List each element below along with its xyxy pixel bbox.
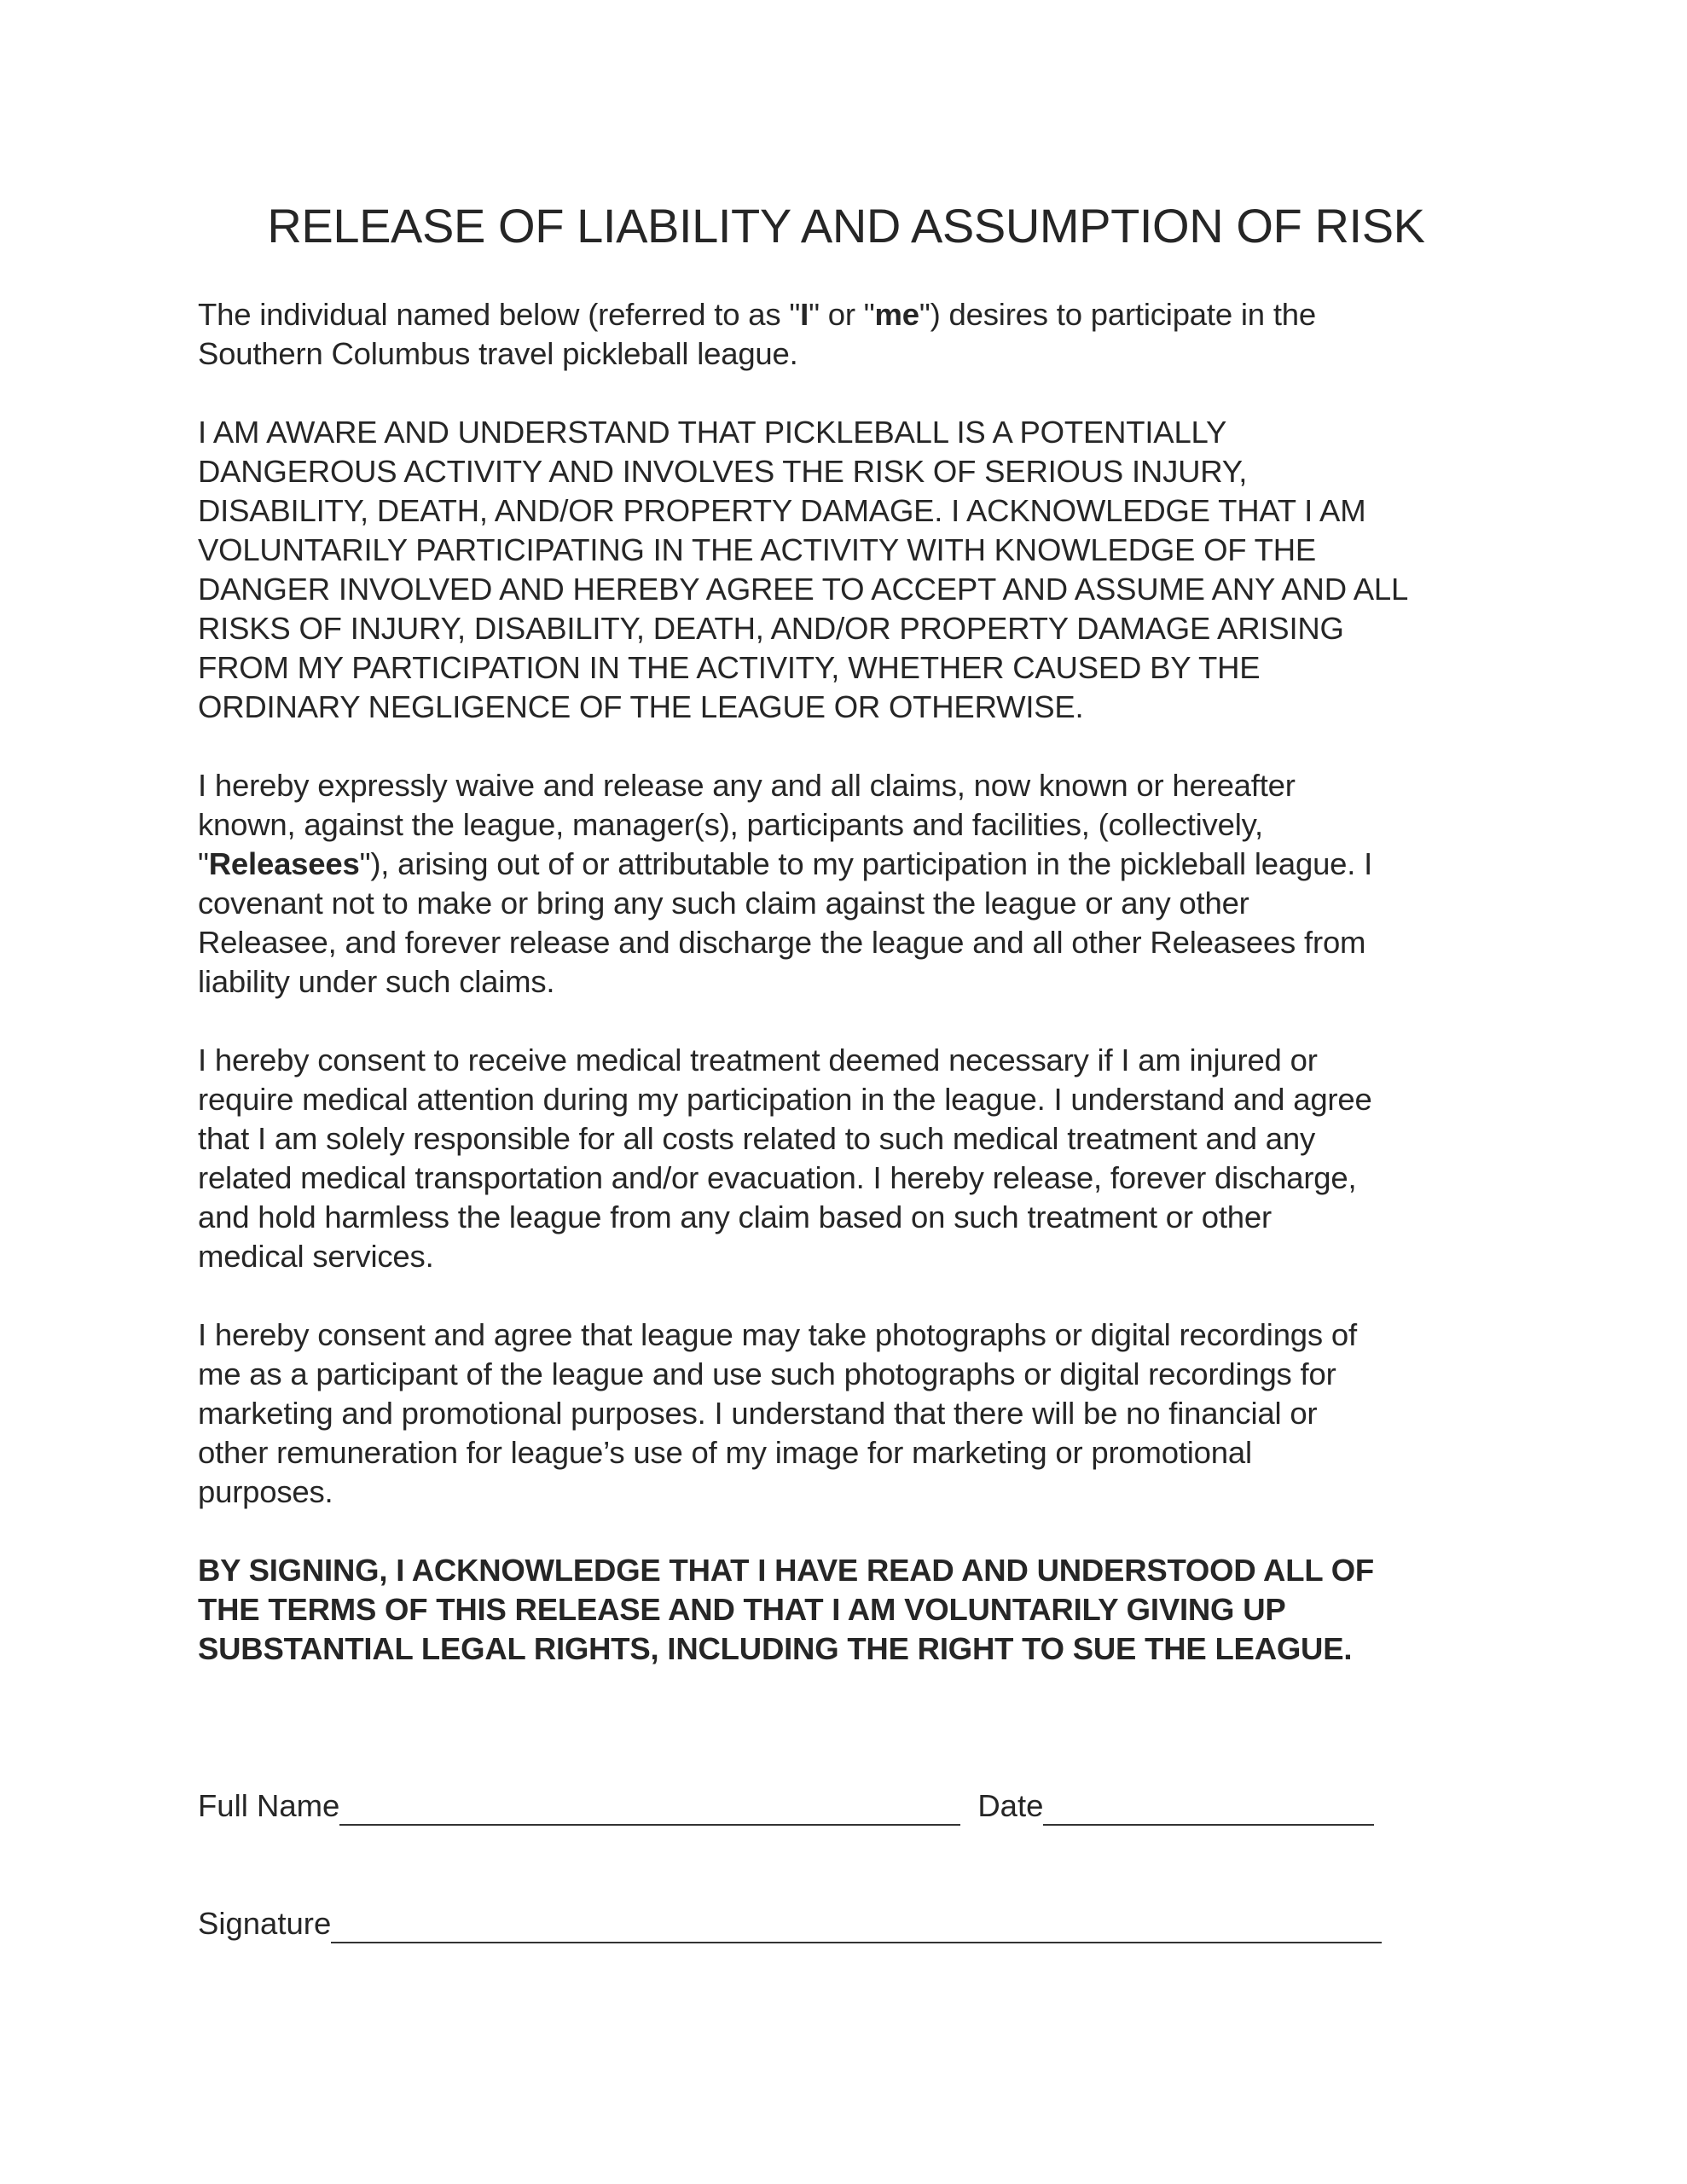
awareness-line: ORDINARY NEGLIGENCE OF THE LEAGUE OR OTHERWISE. — [198, 689, 1084, 724]
full-name-label: Full Name — [198, 1788, 340, 1823]
waiver-line-1: I hereby expressly waive and release any and all claims, now known or hereafter — [198, 768, 1296, 803]
awareness-line: VOLUNTARILY PARTICIPATING IN THE ACTIVITY WITH KNOWLEDGE OF THE — [198, 532, 1317, 567]
intro-line-1: The individual named below (referred to as "I" or "me") desires to participate in the — [198, 297, 1316, 332]
name-date-row — [198, 1786, 1374, 1826]
signature-row — [198, 1904, 1382, 1943]
document-title: RELEASE OF LIABILITY AND ASSUMPTION OF RISK — [267, 199, 1425, 253]
photo-line: other remuneration for league’s use of my image for marketing or promotional — [198, 1435, 1252, 1470]
waiver-line-5: Releasee, and forever release and discharge the league and all other Releasees from — [198, 925, 1366, 960]
medical-line: medical services. — [198, 1239, 434, 1274]
acknowledgement-line: SUBSTANTIAL LEGAL RIGHTS, INCLUDING THE RIGHT TO SUE THE LEAGUE. — [198, 1631, 1353, 1666]
medical-line: and hold harmless the league from any claim based on such treatment or other — [198, 1199, 1272, 1234]
acknowledgement-paragraph — [198, 1551, 1374, 1669]
signature-field[interactable] — [331, 1908, 1382, 1943]
photo-consent-paragraph — [198, 1316, 1357, 1512]
awareness-paragraph — [198, 413, 1408, 727]
photo-line: I hereby consent and agree that league may take photographs or digital recordings of — [198, 1317, 1357, 1352]
waiver-line-3: "Releasees"), arising out of or attributable to my participation in the pickleball league. I — [198, 846, 1373, 881]
acknowledgement-line: THE TERMS OF THIS RELEASE AND THAT I AM VOLUNTARILY GIVING UP — [198, 1592, 1286, 1627]
medical-line: require medical attention during my participation in the league. I understand and agree — [198, 1082, 1372, 1117]
full-name-field[interactable] — [339, 1790, 960, 1826]
releasees-term: Releasees — [208, 846, 360, 881]
waiver-line-6: liability under such claims. — [198, 964, 555, 999]
medical-line: that I am solely responsible for all costs related to such medical treatment and any — [198, 1121, 1316, 1156]
awareness-line: I AM AWARE AND UNDERSTAND THAT PICKLEBALL IS A POTENTIALLY — [198, 415, 1227, 450]
medical-line: related medical transportation and/or evacuation. I hereby release, forever discharge, — [198, 1160, 1357, 1195]
photo-line: purposes. — [198, 1474, 333, 1509]
awareness-line: DANGEROUS ACTIVITY AND INVOLVES THE RISK OF SERIOUS INJURY, — [198, 454, 1248, 489]
acknowledgement-line: BY SIGNING, I ACKNOWLEDGE THAT I HAVE READ AND UNDERSTOOD ALL OF — [198, 1553, 1374, 1588]
signature-label: Signature — [198, 1906, 332, 1941]
photo-line: marketing and promotional purposes. I understand that there will be no financial or — [198, 1396, 1318, 1431]
intro-paragraph — [198, 295, 1316, 374]
awareness-line: DANGER INVOLVED AND HEREBY AGREE TO ACCEPT AND ASSUME ANY AND ALL — [198, 572, 1409, 607]
medical-paragraph — [198, 1041, 1372, 1276]
date-label: Date — [977, 1788, 1044, 1823]
awareness-line: FROM MY PARTICIPATION IN THE ACTIVITY, WHETHER CAUSED BY THE — [198, 650, 1261, 685]
date-field[interactable] — [1043, 1790, 1374, 1826]
awareness-line: DISABILITY, DEATH, AND/OR PROPERTY DAMAGE. I ACKNOWLEDGE THAT I AM — [198, 493, 1366, 528]
awareness-line: RISKS OF INJURY, DISABILITY, DEATH, AND/OR PROPERTY DAMAGE ARISING — [198, 611, 1344, 646]
waiver-line-4: covenant not to make or bring any such claim against the league or any other — [198, 886, 1249, 921]
photo-line: me as a participant of the league and use such photographs or digital recordings for — [198, 1356, 1336, 1391]
waiver-line-2: known, against the league, manager(s), participants and facilities, (collectively, — [198, 807, 1263, 842]
medical-line: I hereby consent to receive medical treatment deemed necessary if I am injured or — [198, 1043, 1318, 1077]
intro-line-2: Southern Columbus travel pickleball league. — [198, 336, 798, 371]
waiver-paragraph — [198, 766, 1372, 1002]
